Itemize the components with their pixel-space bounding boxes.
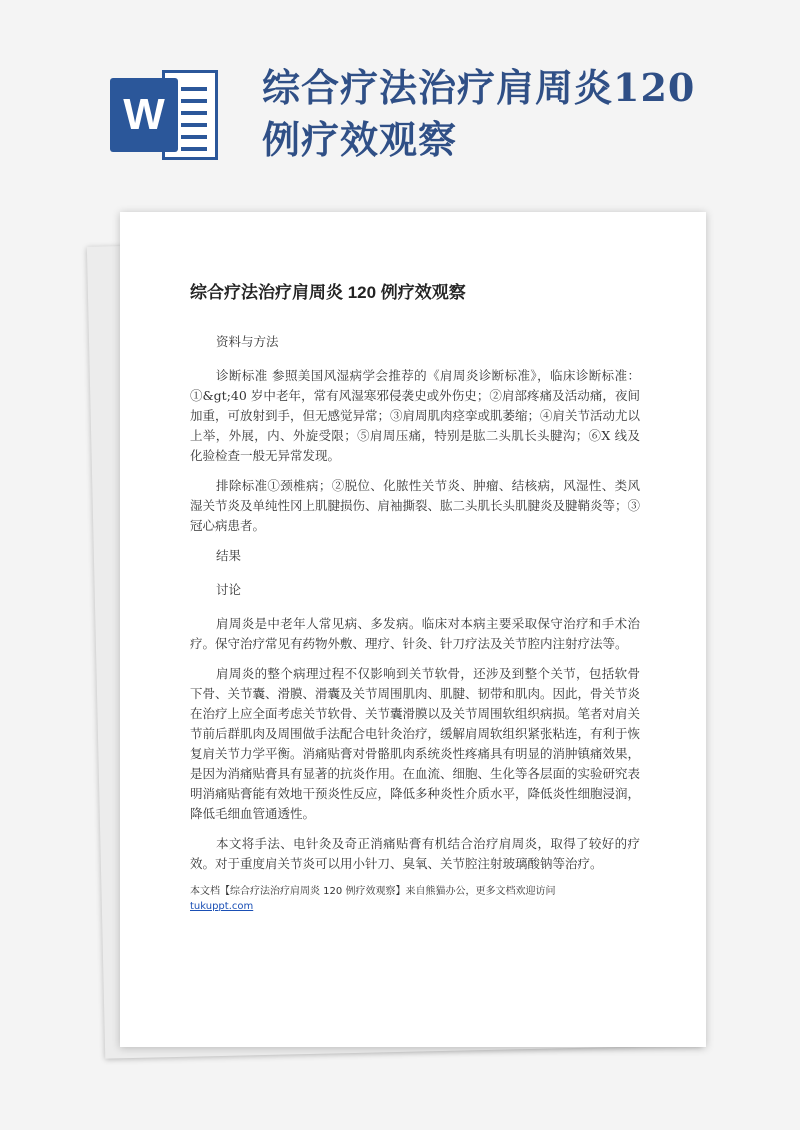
results-heading: 结果: [216, 548, 242, 563]
document-title: 综合疗法治疗肩周炎 120 例疗效观察: [190, 283, 466, 302]
word-logo-letter: W: [110, 78, 178, 152]
discussion-paragraph-1: 肩周炎是中老年人常见病、多发病。临床对本病主要采取保守治疗和手术治疗。保守治疗常见有药物外敷、理疗、针灸、针刀疗法及关节腔内注射疗法等。: [190, 616, 640, 651]
word-document-icon: [110, 70, 220, 160]
header-title: 综合疗法治疗肩周炎120例疗效观察: [262, 65, 696, 162]
discussion-heading: 讨论: [216, 582, 242, 597]
document-footer: [190, 884, 640, 914]
footer-text: 本文档【综合疗法治疗肩周炎 120 例疗效观察】来自熊猫办公，更多文档欢迎访问: [190, 886, 556, 897]
document-content: [190, 280, 640, 914]
exclusion-criteria-paragraph: 排除标准①颈椎病；②脱位、化脓性关节炎、肿瘤、结核病，风湿性、类风湿关节炎及单纯性冈上肌腱损伤、肩袖撕裂、肱二头肌长头肌腱炎及腱鞘炎等；③冠心病患者。: [190, 478, 641, 533]
discussion-paragraph-2: 肩周炎的整个病理过程不仅影响到关节软骨，还涉及到整个关节，包括软骨下骨、关节囊、滑膜、滑囊及关节周围肌肉、肌腱、韧带和肌肉。因此，骨关节炎在治疗上应全面考虑关节软骨、关节囊滑膜以及关节周围软组织病损。笔者对肩关节前后群肌肉及周围做手法配合电针灸治疗，缓解肩周软组织紧张粘连，有利于恢复肩关节力学平衡。消痛贴膏对骨骼肌肉系统炎性疼痛具有明显的消肿镇痛效果，是因为消痛贴膏具有显著的抗炎作用。在血流、细胞、生化等各层面的实验研究表明消痛贴膏能有效地干预炎性反应，降低多种炎性介质水平，降低炎性细胞浸润，降低毛细血管通透性。: [190, 666, 641, 821]
page-header: [0, 0, 800, 200]
discussion-paragraph-3: 本文将手法、电针灸及奇正消痛贴膏有机结合治疗肩周炎，取得了较好的疗效。对于重度肩关节炎可以用小针刀、臭氧、关节腔注射玻璃酸钠等治疗。: [190, 836, 640, 871]
footer-link[interactable]: tukuppt.com: [190, 901, 254, 912]
materials-methods-heading: 资料与方法: [216, 334, 279, 349]
diagnosis-criteria-paragraph: 诊断标准 参照美国风湿病学会推荐的《肩周炎诊断标准》，临床诊断标准：①&gt;40 岁中老年，常有风湿寒邪侵袭史或外伤史；②肩部疼痛及活动痛，夜间加重，可放射到手，但无感觉异常；③肩周肌肉痉挛或肌萎缩；④肩关节活动尤以上举，外展，内、外旋受限；⑤肩周压痛，特别是肱二头肌长头腱沟；⑥X 线及化验检查一般无异常发现。: [190, 368, 641, 463]
